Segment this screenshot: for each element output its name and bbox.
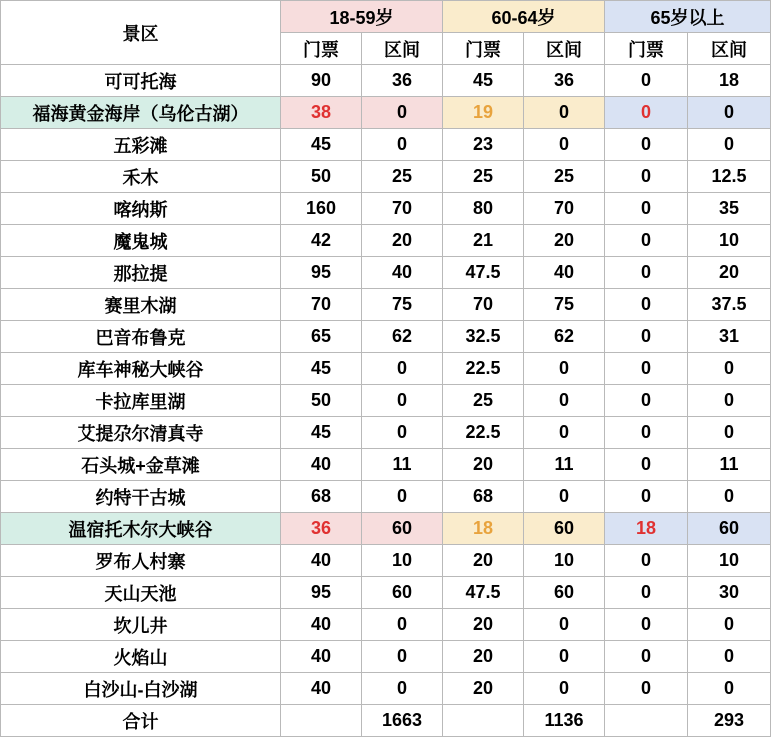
header-group-row: [1, 1, 771, 33]
header-shuttle-65-plus: 区间: [688, 33, 771, 65]
cell-shuttle-18-59: 0: [362, 129, 443, 161]
cell-shuttle-65-plus: 10: [688, 545, 771, 577]
cell-ticket-18-59: 50: [281, 161, 362, 193]
cell-shuttle-18-59: 0: [362, 481, 443, 513]
cell-shuttle-60-64: 60: [524, 577, 605, 609]
cell-scenic-name: 赛里木湖: [1, 289, 281, 321]
table-row: [1, 641, 771, 673]
cell-ticket-18-59: 40: [281, 641, 362, 673]
table-row: [1, 417, 771, 449]
cell-ticket-18-59: 40: [281, 673, 362, 705]
cell-scenic-name: 巴音布鲁克: [1, 321, 281, 353]
cell-shuttle-18-59: 60: [362, 513, 443, 545]
cell-shuttle-65-plus: 30: [688, 577, 771, 609]
header-group-18-59: 18-59岁: [281, 1, 443, 33]
total-ticket-60-64: [443, 705, 524, 737]
cell-ticket-18-59: 40: [281, 545, 362, 577]
header-scenic-spot: 景区: [1, 1, 281, 65]
cell-shuttle-18-59: 62: [362, 321, 443, 353]
table-row: [1, 481, 771, 513]
cell-shuttle-18-59: 0: [362, 609, 443, 641]
cell-ticket-65-plus: 0: [605, 321, 688, 353]
cell-ticket-60-64: 70: [443, 289, 524, 321]
cell-scenic-name: 福海黄金海岸（乌伦古湖）: [1, 97, 281, 129]
cell-ticket-18-59: 90: [281, 65, 362, 97]
cell-ticket-65-plus: 0: [605, 385, 688, 417]
total-ticket-65-plus: [605, 705, 688, 737]
cell-scenic-name: 禾木: [1, 161, 281, 193]
cell-shuttle-60-64: 62: [524, 321, 605, 353]
table-row: [1, 513, 771, 545]
cell-shuttle-18-59: 0: [362, 417, 443, 449]
total-shuttle-60-64: 1136: [524, 705, 605, 737]
cell-shuttle-65-plus: 0: [688, 481, 771, 513]
cell-shuttle-65-plus: 0: [688, 673, 771, 705]
cell-shuttle-18-59: 40: [362, 257, 443, 289]
cell-ticket-18-59: 95: [281, 257, 362, 289]
cell-shuttle-65-plus: 12.5: [688, 161, 771, 193]
table-row: [1, 449, 771, 481]
cell-ticket-60-64: 32.5: [443, 321, 524, 353]
cell-shuttle-65-plus: 0: [688, 129, 771, 161]
cell-shuttle-18-59: 10: [362, 545, 443, 577]
cell-ticket-65-plus: 0: [605, 609, 688, 641]
cell-scenic-name: 魔鬼城: [1, 225, 281, 257]
cell-shuttle-18-59: 70: [362, 193, 443, 225]
cell-shuttle-60-64: 0: [524, 385, 605, 417]
table-row: [1, 577, 771, 609]
table-row: [1, 161, 771, 193]
cell-ticket-65-plus: 0: [605, 193, 688, 225]
table-row: [1, 257, 771, 289]
table-row: [1, 321, 771, 353]
cell-scenic-name: 五彩滩: [1, 129, 281, 161]
cell-ticket-18-59: 38: [281, 97, 362, 129]
cell-shuttle-65-plus: 10: [688, 225, 771, 257]
cell-ticket-18-59: 68: [281, 481, 362, 513]
cell-scenic-name: 库车神秘大峡谷: [1, 353, 281, 385]
total-label: 合计: [1, 705, 281, 737]
cell-scenic-name: 卡拉库里湖: [1, 385, 281, 417]
cell-shuttle-65-plus: 0: [688, 97, 771, 129]
table-row: [1, 65, 771, 97]
cell-scenic-name: 喀纳斯: [1, 193, 281, 225]
table-row: [1, 225, 771, 257]
cell-ticket-18-59: 45: [281, 353, 362, 385]
cell-ticket-60-64: 20: [443, 641, 524, 673]
cell-ticket-60-64: 22.5: [443, 417, 524, 449]
cell-shuttle-60-64: 36: [524, 65, 605, 97]
cell-ticket-65-plus: 0: [605, 641, 688, 673]
cell-scenic-name: 罗布人村寨: [1, 545, 281, 577]
cell-shuttle-60-64: 60: [524, 513, 605, 545]
table-row: [1, 609, 771, 641]
table-row: [1, 97, 771, 129]
cell-ticket-60-64: 20: [443, 545, 524, 577]
cell-ticket-65-plus: 0: [605, 97, 688, 129]
cell-ticket-60-64: 80: [443, 193, 524, 225]
cell-shuttle-18-59: 60: [362, 577, 443, 609]
cell-ticket-65-plus: 0: [605, 417, 688, 449]
cell-ticket-65-plus: 0: [605, 65, 688, 97]
cell-ticket-18-59: 42: [281, 225, 362, 257]
cell-scenic-name: 石头城+金草滩: [1, 449, 281, 481]
cell-ticket-18-59: 40: [281, 449, 362, 481]
cell-shuttle-60-64: 0: [524, 641, 605, 673]
cell-shuttle-60-64: 0: [524, 417, 605, 449]
total-shuttle-18-59: 1663: [362, 705, 443, 737]
table-row: [1, 193, 771, 225]
cell-scenic-name: 那拉提: [1, 257, 281, 289]
cell-shuttle-65-plus: 60: [688, 513, 771, 545]
cell-shuttle-60-64: 0: [524, 353, 605, 385]
cell-ticket-65-plus: 0: [605, 449, 688, 481]
cell-ticket-65-plus: 0: [605, 129, 688, 161]
cell-shuttle-65-plus: 11: [688, 449, 771, 481]
header-group-60-64: 60-64岁: [443, 1, 605, 33]
cell-shuttle-60-64: 20: [524, 225, 605, 257]
cell-ticket-18-59: 160: [281, 193, 362, 225]
cell-shuttle-65-plus: 35: [688, 193, 771, 225]
cell-ticket-18-59: 95: [281, 577, 362, 609]
table-body: [1, 65, 771, 705]
cell-shuttle-18-59: 25: [362, 161, 443, 193]
cell-ticket-60-64: 23: [443, 129, 524, 161]
cell-ticket-60-64: 19: [443, 97, 524, 129]
cell-shuttle-18-59: 0: [362, 673, 443, 705]
cell-scenic-name: 约特干古城: [1, 481, 281, 513]
cell-ticket-60-64: 20: [443, 609, 524, 641]
table-row: [1, 385, 771, 417]
cell-ticket-18-59: 50: [281, 385, 362, 417]
cell-shuttle-60-64: 11: [524, 449, 605, 481]
cell-ticket-60-64: 25: [443, 385, 524, 417]
cell-scenic-name: 艾提尕尔清真寺: [1, 417, 281, 449]
cell-shuttle-65-plus: 20: [688, 257, 771, 289]
cell-ticket-60-64: 18: [443, 513, 524, 545]
cell-shuttle-65-plus: 0: [688, 385, 771, 417]
cell-ticket-60-64: 20: [443, 449, 524, 481]
cell-shuttle-60-64: 0: [524, 673, 605, 705]
table-row: [1, 129, 771, 161]
cell-shuttle-65-plus: 0: [688, 353, 771, 385]
cell-ticket-18-59: 45: [281, 417, 362, 449]
cell-scenic-name: 坎儿井: [1, 609, 281, 641]
cell-shuttle-18-59: 11: [362, 449, 443, 481]
table-row: [1, 353, 771, 385]
cell-ticket-60-64: 21: [443, 225, 524, 257]
cell-shuttle-60-64: 0: [524, 97, 605, 129]
cell-shuttle-65-plus: 31: [688, 321, 771, 353]
cell-shuttle-18-59: 0: [362, 353, 443, 385]
table-row: [1, 545, 771, 577]
cell-ticket-18-59: 40: [281, 609, 362, 641]
cell-ticket-65-plus: 0: [605, 257, 688, 289]
cell-ticket-18-59: 36: [281, 513, 362, 545]
total-ticket-18-59: [281, 705, 362, 737]
cell-shuttle-65-plus: 0: [688, 609, 771, 641]
cell-scenic-name: 天山天池: [1, 577, 281, 609]
cell-ticket-60-64: 22.5: [443, 353, 524, 385]
cell-ticket-18-59: 65: [281, 321, 362, 353]
cell-ticket-65-plus: 0: [605, 225, 688, 257]
cell-shuttle-60-64: 0: [524, 481, 605, 513]
header-shuttle-18-59: 区间: [362, 33, 443, 65]
cell-ticket-18-59: 70: [281, 289, 362, 321]
table-row: [1, 673, 771, 705]
cell-ticket-60-64: 25: [443, 161, 524, 193]
cell-shuttle-18-59: 75: [362, 289, 443, 321]
cell-ticket-65-plus: 0: [605, 673, 688, 705]
cell-scenic-name: 温宿托木尔大峡谷: [1, 513, 281, 545]
cell-shuttle-60-64: 0: [524, 609, 605, 641]
cell-shuttle-18-59: 36: [362, 65, 443, 97]
cell-shuttle-60-64: 25: [524, 161, 605, 193]
cell-ticket-18-59: 45: [281, 129, 362, 161]
cell-ticket-60-64: 20: [443, 673, 524, 705]
cell-scenic-name: 白沙山-白沙湖: [1, 673, 281, 705]
cell-shuttle-60-64: 0: [524, 129, 605, 161]
cell-ticket-65-plus: 0: [605, 353, 688, 385]
cell-ticket-65-plus: 0: [605, 161, 688, 193]
cell-ticket-60-64: 45: [443, 65, 524, 97]
cell-shuttle-60-64: 10: [524, 545, 605, 577]
cell-shuttle-18-59: 0: [362, 97, 443, 129]
table-footer: [1, 705, 771, 737]
cell-shuttle-60-64: 40: [524, 257, 605, 289]
header-ticket-65-plus: 门票: [605, 33, 688, 65]
cell-ticket-60-64: 47.5: [443, 577, 524, 609]
cell-ticket-65-plus: 0: [605, 481, 688, 513]
cell-shuttle-60-64: 70: [524, 193, 605, 225]
header-ticket-60-64: 门票: [443, 33, 524, 65]
cell-shuttle-65-plus: 18: [688, 65, 771, 97]
table-row: [1, 289, 771, 321]
header-shuttle-60-64: 区间: [524, 33, 605, 65]
cell-ticket-65-plus: 18: [605, 513, 688, 545]
cell-ticket-65-plus: 0: [605, 545, 688, 577]
cell-ticket-65-plus: 0: [605, 289, 688, 321]
table-header: [1, 1, 771, 65]
cell-ticket-60-64: 47.5: [443, 257, 524, 289]
cell-ticket-65-plus: 0: [605, 577, 688, 609]
cell-ticket-60-64: 68: [443, 481, 524, 513]
cell-shuttle-18-59: 20: [362, 225, 443, 257]
cell-shuttle-65-plus: 0: [688, 417, 771, 449]
cell-shuttle-65-plus: 37.5: [688, 289, 771, 321]
cell-scenic-name: 可可托海: [1, 65, 281, 97]
cell-shuttle-65-plus: 0: [688, 641, 771, 673]
header-ticket-18-59: 门票: [281, 33, 362, 65]
total-shuttle-65-plus: 293: [688, 705, 771, 737]
header-group-65-plus: 65岁以上: [605, 1, 771, 33]
cell-shuttle-18-59: 0: [362, 385, 443, 417]
cell-shuttle-60-64: 75: [524, 289, 605, 321]
total-row: [1, 705, 771, 737]
cell-scenic-name: 火焰山: [1, 641, 281, 673]
cell-shuttle-18-59: 0: [362, 641, 443, 673]
